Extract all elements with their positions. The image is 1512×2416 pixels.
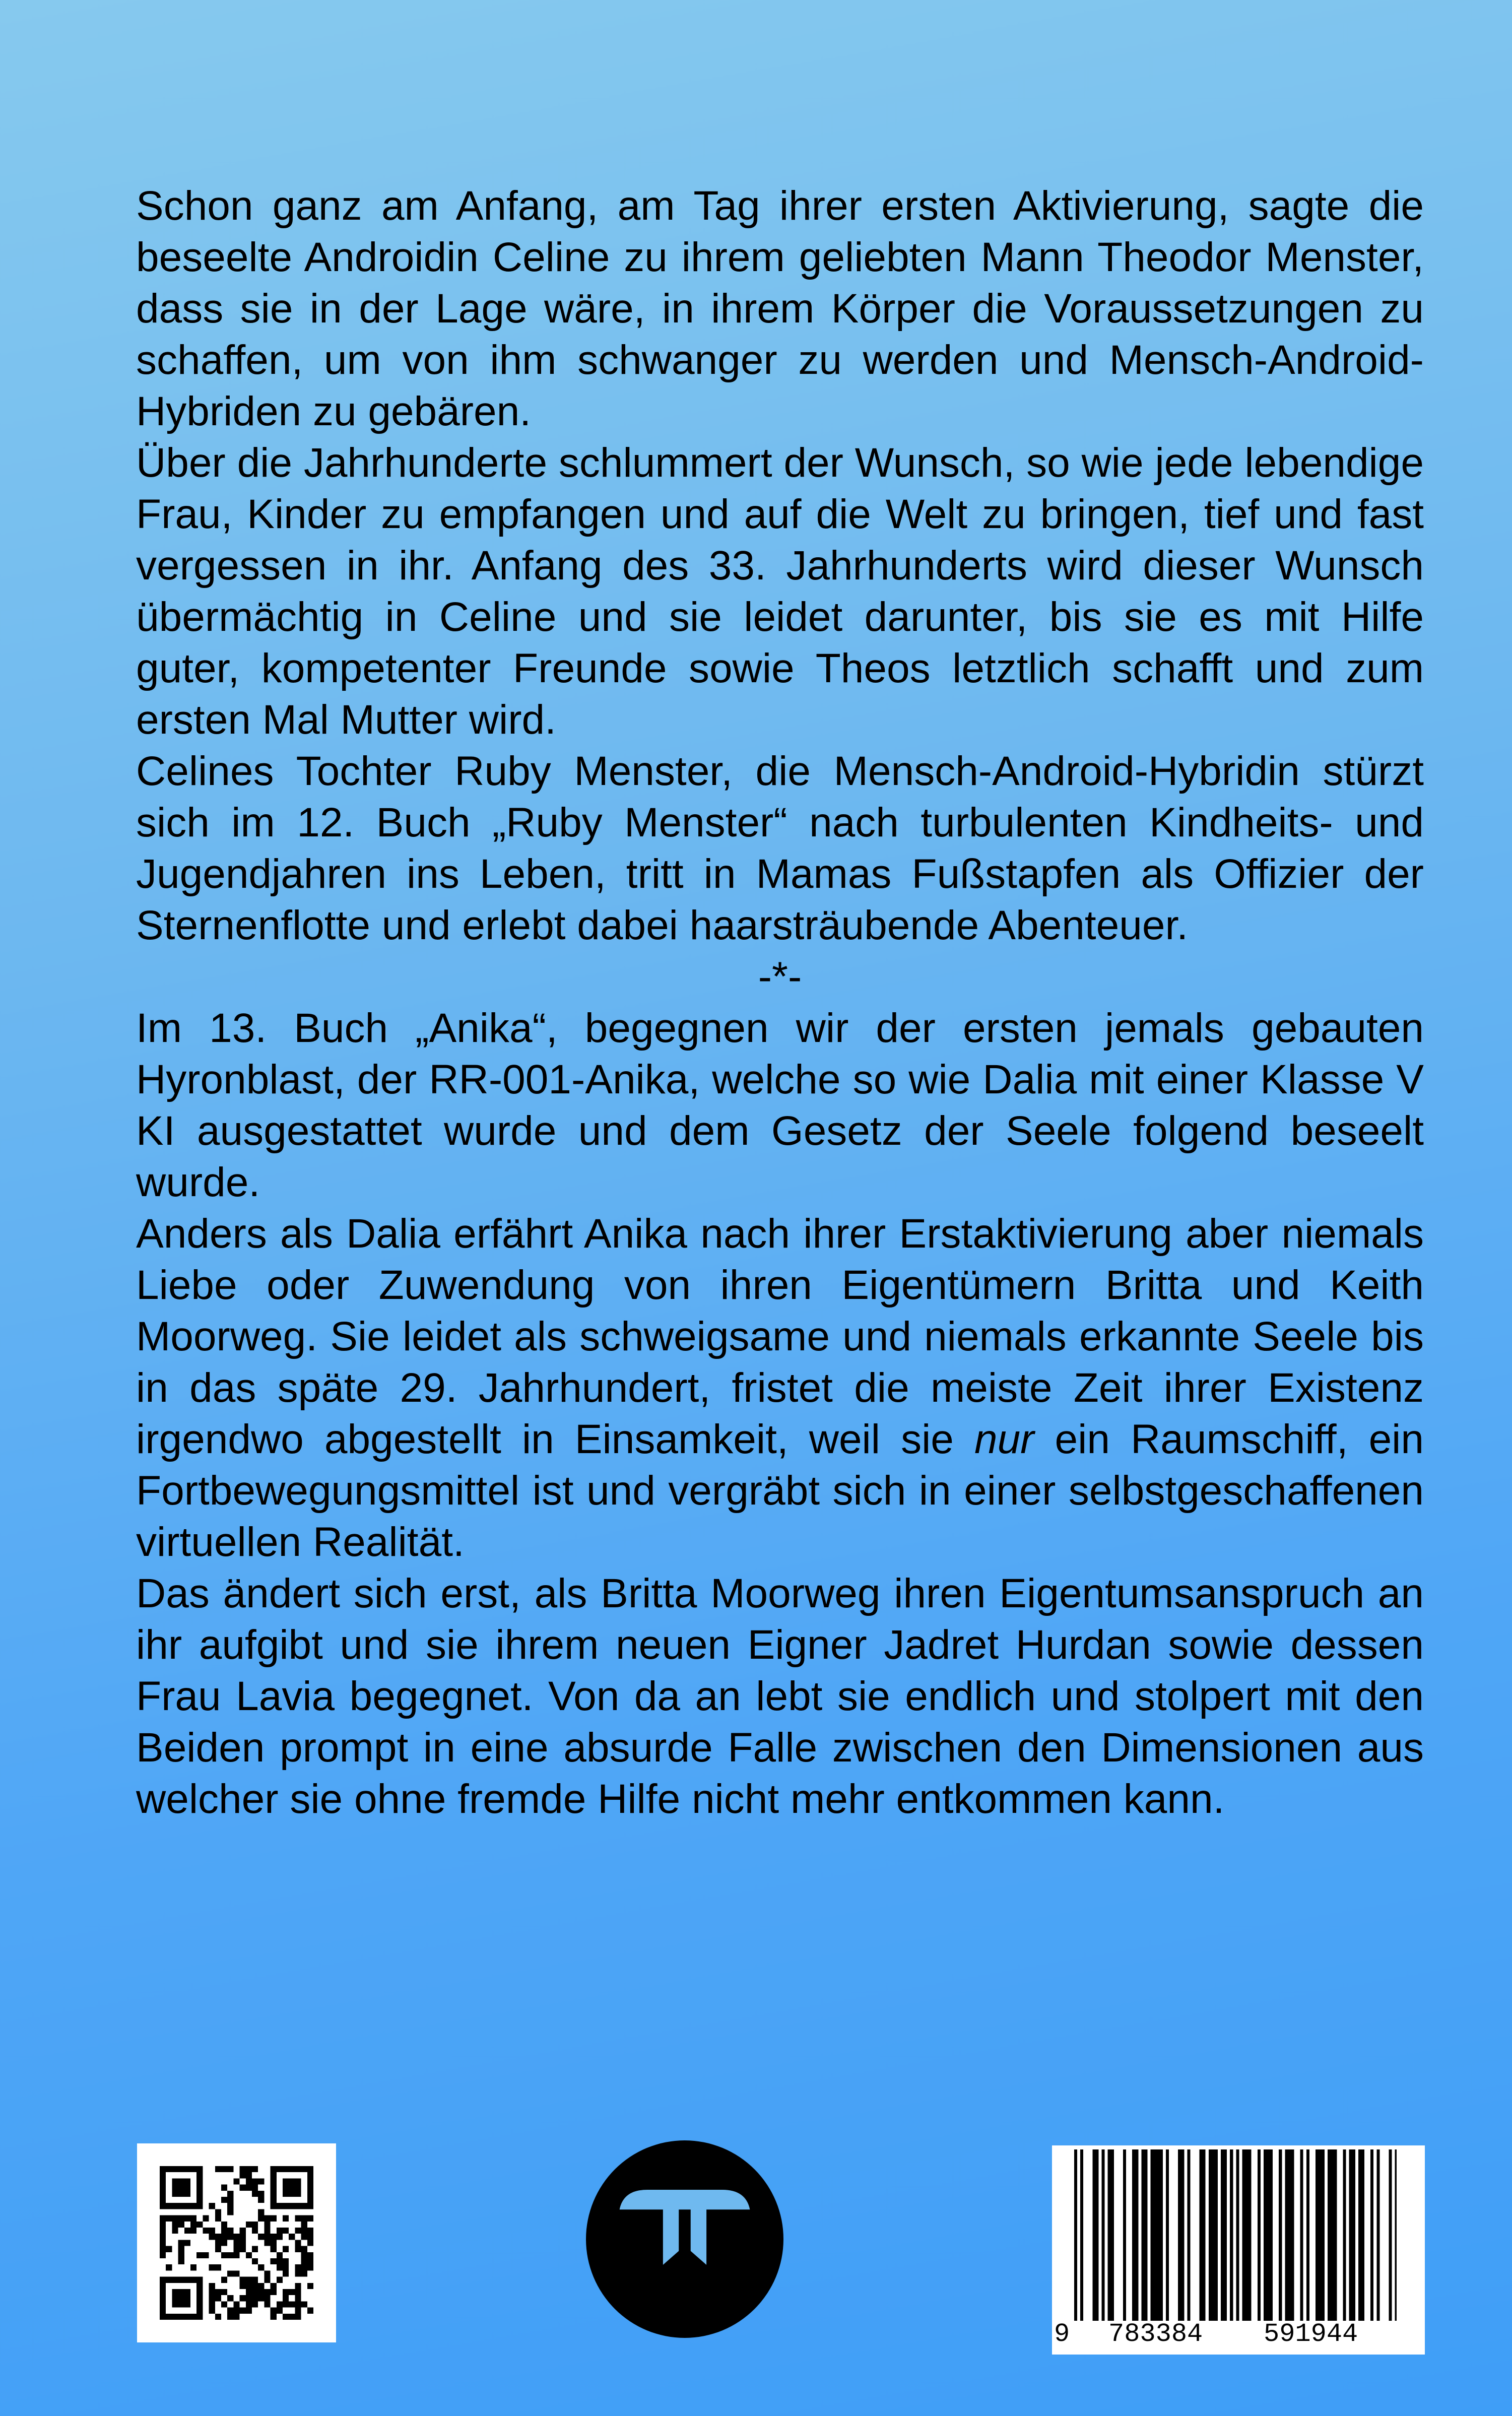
qr-code-icon: [160, 2166, 313, 2320]
barcode-group-1: 783384: [1108, 2319, 1203, 2349]
barcode-bars: [1074, 2149, 1397, 2321]
back-cover-blurb: [136, 180, 1424, 1825]
section-separator: -*-: [758, 954, 802, 1000]
blurb-paragraph-5-end: ein Raumschiff, ein Fortbewegungsmittel ist und vergräbt sich in einer selbstgeschaffenen virtuellen Realität.: [136, 1416, 1424, 1565]
publisher-logo-icon: [586, 2140, 783, 2338]
barcode-lead-digit: 9: [1054, 2319, 1070, 2349]
blurb-paragraph-3: Celines Tochter Ruby Menster, die Mensch-Android-Hybridin stürzt sich im 12. Buch „Ruby Menster“ nach turbulenten Kindheits- und Jugendjahren ins Leben, tritt in Mamas Fußstapfen als Offizier der Sternenflotte und erlebt dabei haarsträubende Abenteuer.: [136, 748, 1424, 948]
isbn-barcode: [1052, 2145, 1425, 2355]
qr-code: [137, 2143, 336, 2342]
blurb-paragraph-4: Im 13. Buch „Anika“, begegnen wir der ersten jemals gebauten Hyronblast, der RR-001-Anika, welche so wie Dalia mit einer Klasse V KI ausgestattet wurde und dem Gesetz der Seele folgend beseelt wurde.: [136, 1005, 1424, 1205]
blurb-paragraph-5-start: Anders als Dalia erfährt Anika nach ihrer Erstaktivierung aber niemals Liebe oder Zuwendung von ihren Eigentümern Britta und Keith Moorweg. Sie leidet als schweigsame und niemals erkannte Seele bis in das späte 29. Jahrhundert, fristet die meiste Zeit ihrer Existenz irgendwo abgestellt in Einsamkeit, weil sie: [136, 1211, 1424, 1462]
barcode-digits: [1052, 2319, 1425, 2349]
blurb-emphasis: nur: [974, 1416, 1034, 1462]
blurb-paragraph-5: [136, 1208, 1424, 1568]
blurb-paragraph-6: Das ändert sich erst, als Britta Moorweg ihren Eigentumsanspruch an ihr aufgibt und sie ihrem neuen Eigner Jadret Hurdan sowie dessen Frau Lavia begegnet. Von da an lebt sie endlich und stolpert mit den Beiden prompt in eine absurde Falle zwischen den Dimensionen aus welcher sie ohne fremde Hilfe nicht mehr entkommen kann.: [136, 1571, 1424, 1822]
blurb-paragraph-1: Schon ganz am Anfang, am Tag ihrer ersten Aktivierung, sagte die beseelte Androidin Celine zu ihrem geliebten Mann Theodor Menster, dass sie in der Lage wäre, in ihrem Körper die Voraussetzungen zu schaffen, um von ihm schwanger zu werden und Mensch-Android-Hybriden zu gebären.: [136, 183, 1424, 434]
blurb-paragraph-2: Über die Jahrhunderte schlummert der Wunsch, so wie jede lebendige Frau, Kinder zu empfangen und auf die Welt zu bringen, tief und fast vergessen in ihr. Anfang des 33. Jahrhunderts wird dieser Wunsch übermächtig in Celine und sie leidet darunter, bis sie es mit Hilfe guter, kompetenter Freunde sowie Theos letztlich schafft und zum ersten Mal Mutter wird.: [136, 440, 1424, 743]
barcode-group-2: 591944: [1264, 2319, 1358, 2349]
